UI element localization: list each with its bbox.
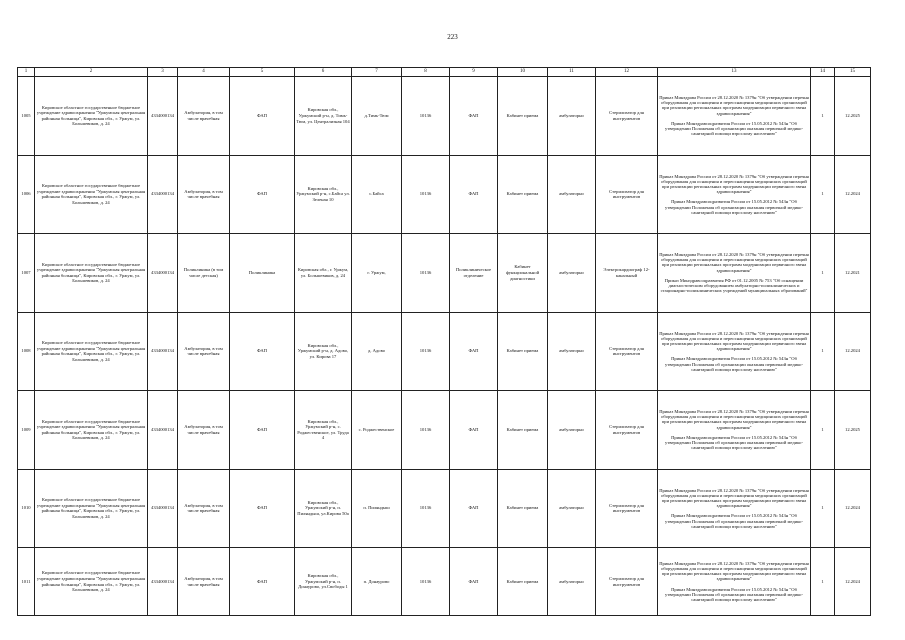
address-cell: Кировская обл., Уржумский р-н, с.Байса ул. Зеленая 10 <box>295 155 352 234</box>
document-text: Приказ Минздравсоцразвития России от 15.05.2012 № 543н "Об утверждении Положения об организации оказания первичной медико-санитарной помощи взрослому населению" <box>665 356 803 372</box>
row-number: 1009 <box>18 391 35 470</box>
row-number: 1007 <box>18 234 35 313</box>
page-number: 223 <box>447 33 458 41</box>
organization-cell: Кировское областное государственное бюджетное учреждение здравоохранения "Уржумская центральная районная больница", Кировская обл., г. Уржум, ул. Большевиков, д. 24 <box>35 312 148 391</box>
unit-cell: ФАП <box>450 77 498 156</box>
equipment-cell: Электрокардиограф 12-канальный <box>596 234 658 313</box>
profile-cell: Амбулатория, в том числе врачебная <box>178 469 230 548</box>
address-cell: Кировская обл., Уржумский р-н, п. Донаурово, ул.Свободы 1 <box>295 548 352 616</box>
unit-cell: ФАП <box>450 155 498 234</box>
equipment-cell: Стерилизатор для инструментов <box>596 155 658 234</box>
table-row <box>18 312 871 391</box>
column-header: 13 <box>658 68 811 77</box>
document-text: Приказ Минздравсоцразвития России от 15.05.2012 № 543н "Об утверждении Положения об организации оказания первичной медико-санитарной помощи взрослому населению" <box>665 586 803 602</box>
column-header: 15 <box>835 68 871 77</box>
organization-cell: Кировское областное государственное бюджетное учреждение здравоохранения "Уржумская центральная районная больница", Кировская обл., г. Уржум, ул. Большевиков, д. 24 <box>35 391 148 470</box>
equipment-cell: Стерилизатор для инструментов <box>596 77 658 156</box>
care-cell: амбулаторно <box>548 234 596 313</box>
document-text: Приказ Минздравсоцразвития РФ от 01.12.2005 № 753 "Об оснащении диагностическим оборудованием амбулаторно-поликлинических и стационарно-поликлинических учреждений муниципальных образований" <box>660 277 808 294</box>
column-header: 3 <box>148 68 178 77</box>
inn-cell: 4334000134 <box>148 548 178 616</box>
address-cell: Кировская обл., г. Уржум, ул. Большевиков, д. 24 <box>295 234 352 313</box>
locality-cell: д.Тимь-Тюм <box>352 77 402 156</box>
column-header: 7 <box>352 68 402 77</box>
inn-cell: 4334000134 <box>148 77 178 156</box>
type-cell: ФАП <box>230 77 295 156</box>
table-row <box>18 391 871 470</box>
document-text: Приказ Минздрава России от 28.12.2020 № 1379н "Об утверждении перечня оборудования для оснащения и переоснащения медицинских организаций при реализации региональных программ модернизации первичного звена здравоохранения" <box>659 95 809 116</box>
code-cell: 10136 <box>402 77 450 156</box>
table-row <box>18 77 871 156</box>
document-text: Приказ Минздрава России от 28.12.2020 № 1379н "Об утверждении перечня оборудования для оснащения и переоснащения медицинских организаций при реализации региональных программ модернизации первичного звена здравоохранения" <box>659 560 809 582</box>
inn-cell: 4334000134 <box>148 312 178 391</box>
code-cell: 10136 <box>402 155 450 234</box>
equipment-cell: Стерилизатор для инструментов <box>596 391 658 470</box>
quantity-cell: 1 <box>811 469 835 548</box>
locality-cell: г. Уржум, <box>352 234 402 313</box>
organization-cell: Кировское областное государственное бюджетное учреждение здравоохранения "Уржумская центральная районная больница", Кировская обл., г. Уржум, ул. Большевиков, д. 24 <box>35 155 148 234</box>
column-header: 2 <box>35 68 148 77</box>
column-header: 5 <box>230 68 295 77</box>
table-row <box>18 234 871 313</box>
inn-cell: 4334000134 <box>148 155 178 234</box>
care-cell: амбулаторно <box>548 77 596 156</box>
document-cell <box>658 77 811 156</box>
code-cell: 10136 <box>402 469 450 548</box>
organization-cell: Кировское областное государственное бюджетное учреждение здравоохранения "Уржумская центральная районная больница", Кировская обл., г. Уржум, ул. Большевиков, д. 24 <box>35 548 148 616</box>
quantity-cell: 1 <box>811 391 835 470</box>
unit-cell: ФАП <box>450 312 498 391</box>
inn-cell: 4334000134 <box>148 234 178 313</box>
address-cell: Кировская обл., Уржумский р-н, д. Тимь-Тюм, ул. Централизная 104 <box>295 77 352 156</box>
care-cell: амбулаторно <box>548 548 596 616</box>
column-header: 6 <box>295 68 352 77</box>
quantity-cell: 1 <box>811 548 835 616</box>
organization-cell: Кировское областное государственное бюджетное учреждение здравоохранения "Уржумская центральная районная больница", Кировская обл., г. Уржум, ул. Большевиков, д. 24 <box>35 469 148 548</box>
document-text: Приказ Минздрава России от 28.12.2020 № 1379н "Об утверждении перечня оборудования для оснащения и переоснащения медицинских организаций при реализации региональных программ модернизации первичного звена здравоохранения" <box>659 173 809 195</box>
document-text: Приказ Минздрава России от 28.12.2020 № 1379н "Об утверждении перечня оборудования для оснащения и переоснащения медицинских организаций при реализации региональных программ модернизации первичного звена здравоохранения" <box>659 330 809 352</box>
document-cell <box>658 548 811 616</box>
date-cell: 12.2024 <box>835 548 871 616</box>
code-cell: 10136 <box>402 548 450 616</box>
type-cell: Поликлиника <box>230 234 295 313</box>
unit-cell: ФАП <box>450 469 498 548</box>
care-cell: амбулаторно <box>548 391 596 470</box>
room-cell: Кабинет приема <box>498 469 548 548</box>
document-text: Приказ Минздравсоцразвития России от 15.05.2012 № 543н "Об утверждении Положения об организации оказания первичной медико-санитарной помощи взрослому населению" <box>665 199 803 215</box>
quantity-cell: 1 <box>811 77 835 156</box>
address-cell: Кировская обл., Уржумский р-н, п. Пиляндыш, ул.Кирова 50а <box>295 469 352 548</box>
column-header: 14 <box>811 68 835 77</box>
organization-cell: Кировское областное государственное бюджетное учреждение здравоохранения "Уржумская центральная районная больница", Кировская обл., г. Уржум, ул. Большевиков, д. 24 <box>35 234 148 313</box>
document-text: Приказ Минздрава России от 28.12.2020 № 1379н "Об утверждении перечня оборудования для оснащения и переоснащения медицинских организаций при реализации региональных программ модернизации первичного звена здравоохранения" <box>659 487 809 509</box>
unit-cell: ФАП <box>450 548 498 616</box>
quantity-cell: 1 <box>811 234 835 313</box>
row-number: 1010 <box>18 469 35 548</box>
table-row <box>18 548 871 616</box>
type-cell: ФАП <box>230 548 295 616</box>
address-cell: Кировская обл., Уржумский р-н, д. Адово, ул. Кирова 17 <box>295 312 352 391</box>
type-cell: ФАП <box>230 391 295 470</box>
care-cell: амбулаторно <box>548 469 596 548</box>
locality-cell: с. Роджественское <box>352 391 402 470</box>
table-row <box>18 469 871 548</box>
inn-cell: 4334000134 <box>148 469 178 548</box>
row-number: 1006 <box>18 155 35 234</box>
type-cell: ФАП <box>230 312 295 391</box>
organization-cell: Кировское областное государственное бюджетное учреждение здравоохранения "Уржумская центральная районная больница", Кировская обл., г. Уржум, ул. Большевиков, д. 24 <box>35 77 148 156</box>
room-cell: Кабинет приема <box>498 548 548 616</box>
date-cell: 12.2024 <box>835 312 871 391</box>
profile-cell: Амбулатория, в том числе врачебная <box>178 312 230 391</box>
column-header: 11 <box>548 68 596 77</box>
column-header: 1 <box>18 68 35 77</box>
inn-cell: 4334000134 <box>148 391 178 470</box>
profile-cell: Амбулатория, в том числе врачебная <box>178 548 230 616</box>
locality-cell: д. Адово <box>352 312 402 391</box>
document-cell <box>658 312 811 391</box>
table-row <box>18 155 871 234</box>
room-cell: Кабинет приема <box>498 312 548 391</box>
document-cell <box>658 469 811 548</box>
type-cell: ФАП <box>230 469 295 548</box>
document-cell <box>658 391 811 470</box>
document-text: Приказ Минздравсоцразвития России от 15.05.2012 № 543н "Об утверждении Положения об организации оказания первичной медико-санитарной помощи взрослому населению" <box>665 513 803 529</box>
type-cell: ФАП <box>230 155 295 234</box>
document-cell <box>658 155 811 234</box>
row-number: 1005 <box>18 77 35 156</box>
document-text: Приказ Минздрава России от 28.12.2020 № 1379н "Об утверждении перечня оборудования для оснащения и переоснащения медицинских организаций при реализации региональных программ модернизации первичного звена здравоохранения" <box>659 409 809 430</box>
equipment-cell: Стерилизатор для инструментов <box>596 469 658 548</box>
header-row <box>18 68 871 77</box>
document-text: Приказ Минздравсоцразвития России от 15.05.2012 № 543н "Об утверждении Положения об организации оказания первичной медико-санитарной помощи взрослому населению" <box>665 120 803 137</box>
equipment-table <box>17 67 871 616</box>
quantity-cell: 1 <box>811 312 835 391</box>
code-cell: 10136 <box>402 234 450 313</box>
date-cell: 12.2025 <box>835 77 871 156</box>
unit-cell: Поликлиническое отделение <box>450 234 498 313</box>
row-number: 1011 <box>18 548 35 616</box>
document-text: Приказ Минздрава России от 28.12.2020 № 1379н "Об утверждении перечня оборудования для оснащения и переоснащения медицинских организаций при реализации региональных программ модернизации первичного звена здравоохранения" <box>659 252 809 273</box>
date-cell: 12.2024 <box>835 155 871 234</box>
unit-cell: ФАП <box>450 391 498 470</box>
locality-cell: п. Пиляндыш <box>352 469 402 548</box>
room-cell: Кабинет функциональной диагностики <box>498 234 548 313</box>
room-cell: Кабинет приема <box>498 155 548 234</box>
column-header: 9 <box>450 68 498 77</box>
locality-cell: п. Донаурово <box>352 548 402 616</box>
equipment-cell: Стерилизатор для инструментов <box>596 548 658 616</box>
code-cell: 10136 <box>402 312 450 391</box>
address-cell: Кировская обл., Уржумский р-н, с. Роджественское, ул. Труда 4 <box>295 391 352 470</box>
locality-cell: с.Байса <box>352 155 402 234</box>
quantity-cell: 1 <box>811 155 835 234</box>
profile-cell: Амбулатория, в том числе врачебная <box>178 155 230 234</box>
code-cell: 10136 <box>402 391 450 470</box>
column-header: 8 <box>402 68 450 77</box>
profile-cell: Поликлиника (в том числе детская) <box>178 234 230 313</box>
profile-cell: Амбулатория, в том числе врачебная <box>178 391 230 470</box>
column-header: 4 <box>178 68 230 77</box>
care-cell: амбулаторно <box>548 155 596 234</box>
profile-cell: Амбулатория, в том числе врачебная <box>178 77 230 156</box>
column-header: 12 <box>596 68 658 77</box>
date-cell: 12.2021 <box>835 234 871 313</box>
document-text: Приказ Минздравсоцразвития России от 15.05.2012 № 543н "Об утверждении Положения об организации оказания первичной медико-санитарной помощи взрослому населению" <box>665 434 803 451</box>
room-cell: Кабинет приема <box>498 391 548 470</box>
room-cell: Кабинет приема <box>498 77 548 156</box>
row-number: 1008 <box>18 312 35 391</box>
document-cell <box>658 234 811 313</box>
date-cell: 12.2024 <box>835 469 871 548</box>
care-cell: амбулаторно <box>548 312 596 391</box>
date-cell: 12.2025 <box>835 391 871 470</box>
equipment-cell: Стерилизатор для инструментов <box>596 312 658 391</box>
column-header: 10 <box>498 68 548 77</box>
